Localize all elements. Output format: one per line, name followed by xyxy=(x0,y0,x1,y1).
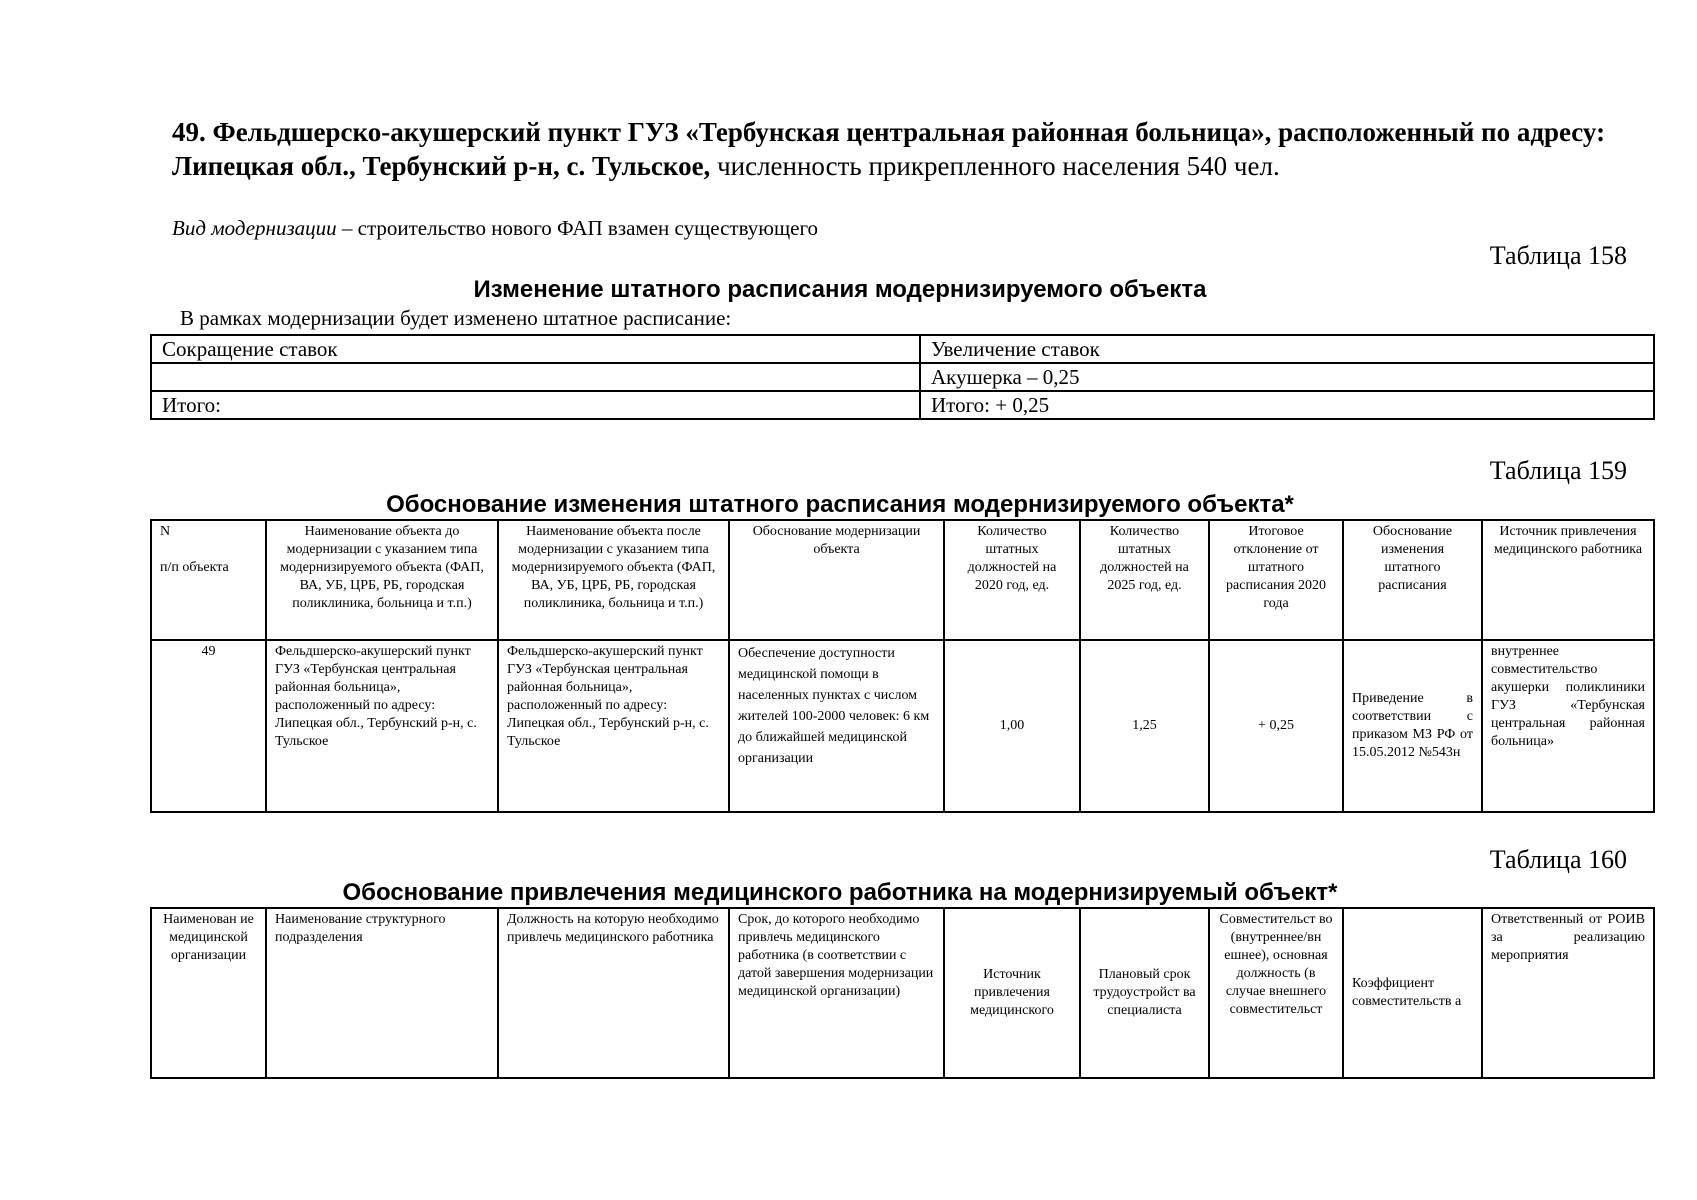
page-heading xyxy=(172,115,1632,183)
table160-header-hire-date: Плановый срок трудоустройст ва специалиста xyxy=(1080,908,1209,1078)
table160-caption: Таблица 160 xyxy=(1489,845,1627,874)
table159-caption: Таблица 159 xyxy=(1489,456,1627,485)
table159 xyxy=(150,519,1655,813)
table159-cell-num: 49 xyxy=(151,640,266,812)
modernization-label: Вид модернизации xyxy=(172,216,337,240)
table159-cell-source: внутреннее совместительство акушерки поликлиники ГУЗ «Тербунская центральная районная больница» xyxy=(1482,640,1654,812)
table159-title: Обоснование изменения штатного расписания модернизируемого объекта* xyxy=(386,491,1294,518)
table159-header-before: Наименование объекта до модернизации с указанием типа модернизируемого объекта (ФАП, ВА, УБ, ЦРБ, РБ, городская поликлиника, больница и т.п.) xyxy=(266,520,498,640)
table159-header-justification: Обоснование модернизации объекта xyxy=(729,520,944,640)
table160-header-responsible: Ответственный от РОИВ за реализацию мероприятия xyxy=(1482,908,1654,1078)
table159-cell-count-2025: 1,25 xyxy=(1080,640,1209,812)
table-row xyxy=(151,520,1654,640)
table158-cell-reduce xyxy=(151,363,920,391)
table159-header-num: N п/п объекта xyxy=(151,520,266,640)
table160 xyxy=(150,907,1655,1079)
table159-cell-count-2020: 1,00 xyxy=(944,640,1080,812)
table158-header-increase: Увеличение ставок xyxy=(920,335,1654,363)
table-row xyxy=(151,335,1654,363)
heading-bold-part: 49. Фельдшерско-акушерский пункт ГУЗ «Тербунская центральная районная больница», расположенный по адресу: Липецкая обл., Тербунский р-н, с. Тульское, xyxy=(172,117,1606,181)
table159-cell-deviation: + 0,25 xyxy=(1209,640,1343,812)
table159-header-deviation: Итоговое отклонение от штатного расписания 2020 года xyxy=(1209,520,1343,640)
table160-header-org: Наименован ие медицинской организации xyxy=(151,908,266,1078)
table-row xyxy=(151,391,1654,419)
table-row xyxy=(151,908,1654,1078)
table158-title: Изменение штатного расписания модернизируемого объекта xyxy=(473,276,1207,303)
table158-cell-increase: Акушерка – 0,25 xyxy=(920,363,1654,391)
table159-cell-change-reason: Приведение в соответствии с приказом МЗ РФ от 15.05.2012 №543н xyxy=(1343,640,1482,812)
table158-caption: Таблица 158 xyxy=(1489,241,1627,270)
table158 xyxy=(150,334,1655,420)
table158-total-increase: Итого: + 0,25 xyxy=(920,391,1654,419)
table160-header-deadline: Срок, до которого необходимо привлечь медицинского работника (в соответствии с датой завершения модернизации медицинской организации) xyxy=(729,908,944,1078)
modernization-line xyxy=(172,216,818,241)
heading-normal-part: численность прикрепленного населения 540 чел. xyxy=(710,151,1280,181)
table159-header-count-2020: Количество штатных должностей на 2020 год, ед. xyxy=(944,520,1080,640)
table160-header-combination: Совместительст во (внутреннее/вн ешнее), основная должность (в случае внешнего совместительст xyxy=(1209,908,1343,1078)
table160-title: Обоснование привлечения медицинского работника на модернизируемый объект* xyxy=(342,879,1338,906)
table160-header-position: Должность на которую необходимо привлечь медицинского работника xyxy=(498,908,729,1078)
table158-header-reduce: Сокращение ставок xyxy=(151,335,920,363)
table159-cell-justification: Обеспечение доступности медицинской помощи в населенных пунктах с числом жителей 100-2000 человек: 6 км до ближайшей медицинской организации xyxy=(729,640,944,812)
table160-header-source: Источник привлечения медицинского xyxy=(944,908,1080,1078)
table159-cell-before: Фельдшерско-акушерский пункт ГУЗ «Тербунская центральная районная больница», расположенный по адресу: Липецкая обл., Тербунский р-н, с. Тульское xyxy=(266,640,498,812)
table-row xyxy=(151,363,1654,391)
modernization-text: – строительство нового ФАП взамен существующего xyxy=(336,216,819,240)
table-row xyxy=(151,640,1654,812)
table159-header-source: Источник привлечения медицинского работника xyxy=(1482,520,1654,640)
table159-header-change-reason: Обоснование изменения штатного расписания xyxy=(1343,520,1482,640)
table159-header-after: Наименование объекта после модернизации с указанием типа модернизируемого объекта (ФАП, ВА, УБ, ЦРБ, РБ, городская поликлиника, больница и т.п.) xyxy=(498,520,729,640)
table158-total-reduce: Итого: xyxy=(151,391,920,419)
table159-header-count-2025: Количество штатных должностей на 2025 год, ед. xyxy=(1080,520,1209,640)
table158-intro: В рамках модернизации будет изменено штатное расписание: xyxy=(180,306,732,330)
table160-header-unit: Наименование структурного подразделения xyxy=(266,908,498,1078)
table160-header-coefficient: Коэффициент совместительств а xyxy=(1343,908,1482,1078)
table159-cell-after: Фельдшерско-акушерский пункт ГУЗ «Тербунская центральная районная больница», расположенный по адресу: Липецкая обл., Тербунский р-н, с. Тульское xyxy=(498,640,729,812)
